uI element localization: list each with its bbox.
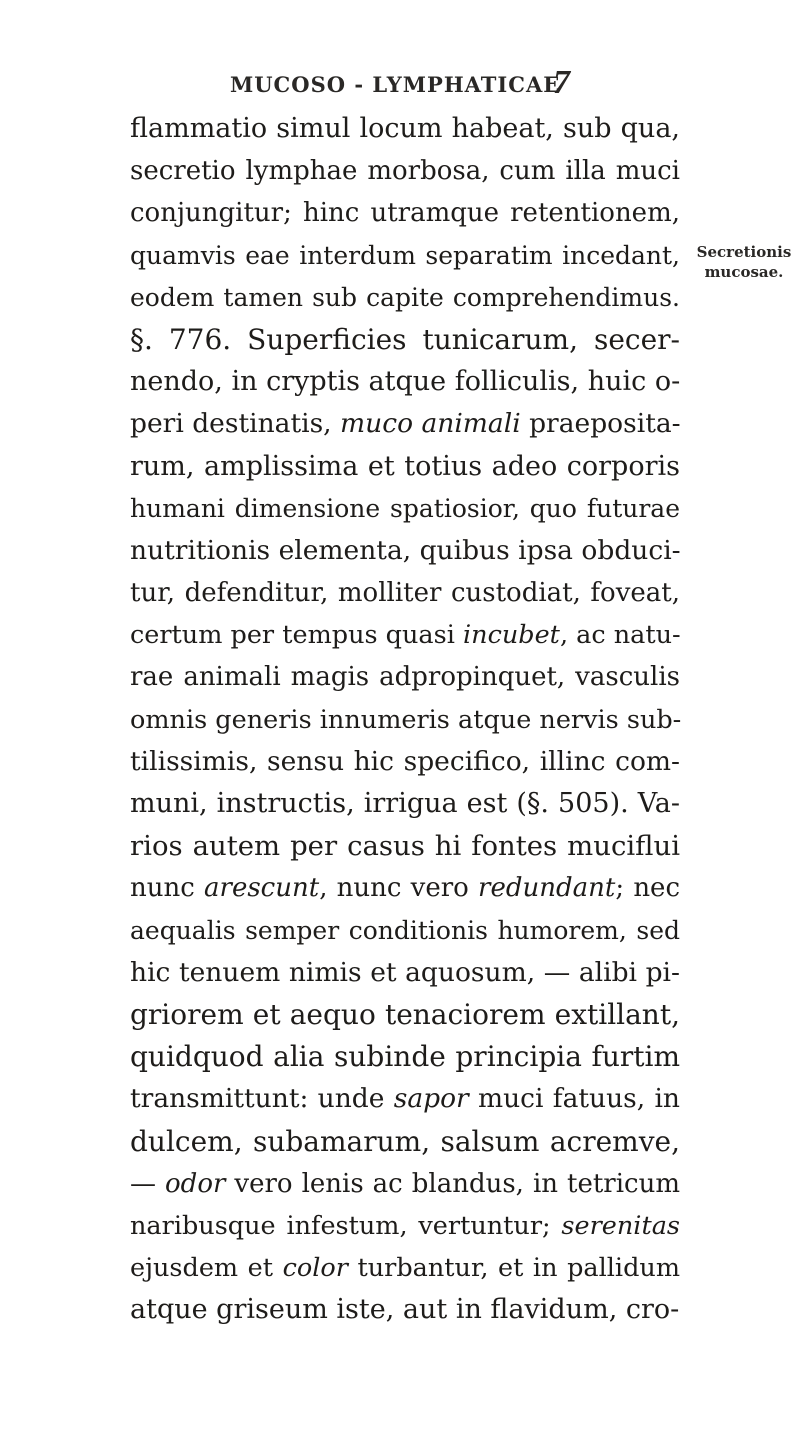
text-line — [130, 530, 680, 572]
text-line — [130, 656, 680, 698]
text-segment: hic tenuem nimis et aquosum, — alibi pi- — [130, 956, 680, 988]
text-line — [130, 867, 680, 909]
page-header — [230, 66, 590, 106]
text-line — [130, 361, 680, 403]
italic-term: serenitas — [561, 1210, 680, 1241]
text-segment: turbantur, et in pallidum — [347, 1253, 680, 1284]
text-line — [130, 1036, 680, 1078]
text-segment: tur, defenditur, molliter custodiat, foveat, — [130, 578, 680, 609]
text-segment: nendo, in cryptis atque folliculis, huic o- — [130, 366, 681, 398]
text-segment: vero lenis ac blandus, in tetricum — [225, 1168, 681, 1199]
text-line — [130, 150, 680, 192]
italic-term: odor — [165, 1168, 226, 1199]
text-line — [130, 1078, 680, 1120]
text-segment: eodem tamen sub capite comprehendimus. — [130, 282, 680, 312]
text-line — [130, 910, 680, 952]
text-line — [130, 235, 680, 277]
text-line — [130, 319, 680, 361]
text-line — [130, 1121, 680, 1163]
text-segment: tilissimis, sensu hic specifico, illinc com- — [130, 745, 680, 777]
page-number: 7 — [553, 64, 570, 101]
margin-note — [694, 242, 794, 282]
text-segment: ejusdem et — [130, 1253, 283, 1284]
text-segment: peri destinatis, — [130, 408, 341, 440]
text-segment: griorem et aequo tenaciorem extillant, — [130, 997, 680, 1031]
italic-term: color — [282, 1253, 348, 1284]
text-segment: muni, instructis, irrigua est (§. 505). Va- — [130, 788, 680, 819]
text-segment: rios autem per casus hi fontes muciflui — [130, 830, 680, 863]
text-line — [130, 1247, 680, 1289]
text-segment: secretio lymphae morbosa, cum illa muci — [130, 156, 680, 187]
text-segment: quamvis eae interdum separatim incedant, — [130, 240, 680, 270]
text-line — [130, 1163, 680, 1205]
text-line — [130, 699, 680, 741]
italic-term: redundant — [478, 873, 616, 904]
text-segment: naribusque infestum, vertuntur; — [130, 1210, 562, 1241]
text-line — [130, 994, 680, 1036]
text-segment: — — [130, 1168, 166, 1199]
italic-term: arescunt — [204, 873, 320, 904]
margin-note-line: Secretionis — [696, 243, 792, 261]
body-text — [130, 108, 680, 1331]
text-line — [130, 1205, 680, 1247]
italic-term: incubet — [462, 620, 560, 651]
running-head: MUCOSO - LYMPHATICAE — [230, 72, 561, 97]
text-line — [130, 277, 680, 319]
text-segment: rum, amplissima et totius adeo corporis — [130, 450, 680, 482]
text-segment: flammatio simul locum habeat, sub qua, — [130, 113, 680, 144]
text-line — [130, 1289, 680, 1331]
text-segment: ; nec — [615, 873, 681, 904]
text-segment: , nunc vero — [319, 873, 479, 904]
text-line — [130, 614, 680, 656]
text-line — [130, 783, 680, 825]
text-line — [130, 108, 680, 150]
text-segment: aequalis semper conditionis humorem, sed — [130, 915, 680, 945]
text-segment: omnis generis innumeris atque nervis sub- — [130, 704, 682, 735]
text-line — [130, 952, 680, 994]
text-segment: nunc — [130, 873, 205, 904]
text-segment: conjungitur; hinc utramque retentionem, — [130, 198, 680, 229]
text-segment: transmittunt: unde — [130, 1083, 394, 1115]
italic-term: sapor — [393, 1083, 469, 1115]
text-segment: certum per tempus quasi — [130, 620, 463, 651]
text-segment: quidquod alia subinde principia furtim — [130, 1040, 680, 1074]
text-segment: rae animali magis adpropinquet, vasculis — [130, 662, 680, 693]
text-line — [130, 825, 680, 867]
text-segment: muci fatuus, in — [468, 1083, 680, 1115]
text-line — [130, 192, 680, 234]
text-line — [130, 488, 680, 530]
italic-term: muco animali — [340, 408, 521, 440]
text-segment: §. 776. Superficies tunicarum, secer- — [130, 322, 680, 356]
text-segment: nutritionis elementa, quibus ipsa obduci- — [130, 534, 681, 566]
text-segment: praeposita- — [520, 408, 681, 440]
text-line — [130, 741, 680, 783]
text-line — [130, 446, 680, 488]
margin-note-line: mucosae. — [704, 263, 784, 281]
text-segment: , ac natu- — [559, 620, 681, 651]
text-segment: humani dimensione spatiosior, quo futurae — [130, 493, 680, 523]
text-line — [130, 572, 680, 614]
text-segment: atque griseum iste, aut in flavidum, cro- — [130, 1294, 680, 1326]
text-segment: dulcem, subamarum, salsum acremve, — [130, 1124, 680, 1158]
text-line — [130, 403, 680, 445]
